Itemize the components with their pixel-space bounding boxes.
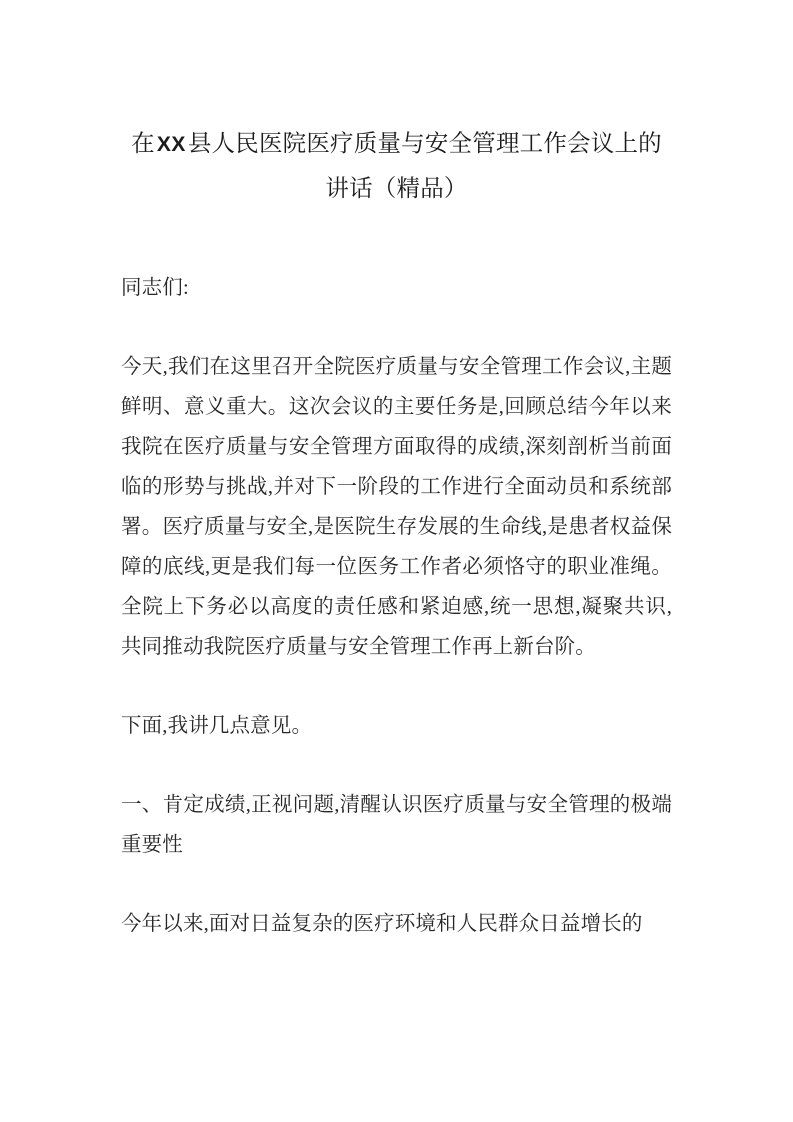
body-paragraph-3: 今年以来,面对日益复杂的医疗环境和人民群众日益增长的 xyxy=(121,913,643,935)
document-body xyxy=(121,268,672,944)
title-suffix-text: 县人民医院医疗质量与安全管理工作会议上的 xyxy=(187,131,662,157)
document-title-line-1 xyxy=(121,122,672,167)
document-title xyxy=(121,0,672,212)
body-paragraph-1: 今天,我们在这里召开全院医疗质量与安全管理工作会议,主题鲜明、意义重大。这次会议的主要任务是,回顾总结今年以来我院在医疗质量与安全管理方面取得的成绩,深刻剖析当前面临的形势与挑战,并对下一阶段的工作进行全面动员和系统部署。医疗质量与安全,是医院生存发展的生命线,是患者权益保障的底线,更是我们每一位医务工作者必须恪守的职业准绳。全院上下务必以高度的责任感和紧迫感,统一思想,凝聚共识,共同推动我院医疗质量与安全管理工作再上新台阶。 xyxy=(121,356,672,658)
salutation-paragraph: 同志们: xyxy=(121,277,189,299)
title-placeholder-xx: XX xyxy=(156,133,186,156)
title-prefix-text: 在 xyxy=(131,131,155,157)
body-paragraph-2: 下面,我讲几点意见。 xyxy=(121,715,313,737)
document-title-line-2: 讲话（精品） xyxy=(325,176,468,202)
section-heading-1: 一、肯定成绩,正视问题,清醒认识医疗质量与安全管理的极端重要性 xyxy=(121,794,672,856)
